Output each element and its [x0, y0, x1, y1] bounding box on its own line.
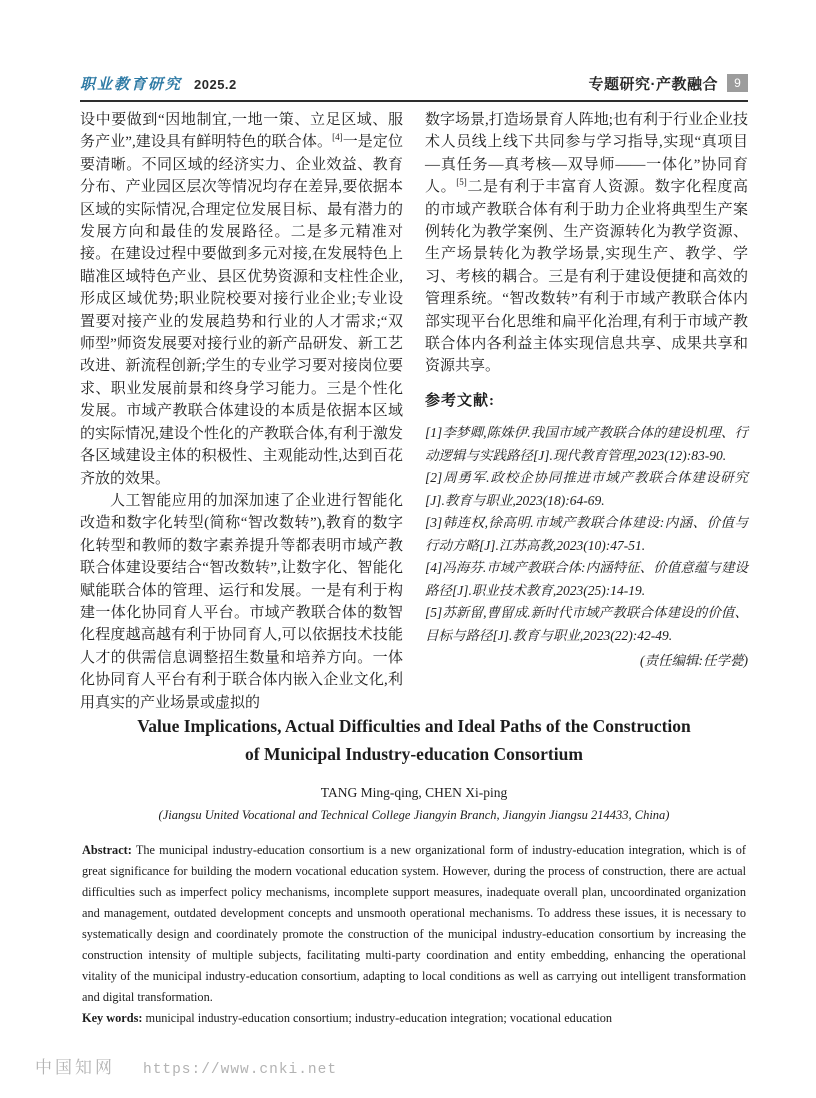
- paragraph-text: 二是有利于丰富育人资源。数字化程度高的市域产教联合体有利于助力企业将典型生产案例转化为教学案例、生产资源转化为教学资源、生产场景转化为教学场景,实现生产、教学、学习、考核的耦合。三是有利于建设便捷和高效的管理系统。“智改数转”有利于市域产教联合体内部实现平台化思维和扁平化治理,有利于市域产教联合体内各利益主体实现信息共享、成果共享和资源共享。: [425, 179, 748, 375]
- header-right: [589, 73, 749, 94]
- english-title-line2: of Municipal Industry-education Consortium: [245, 744, 583, 764]
- header-left: [80, 73, 237, 94]
- page-header: [80, 70, 748, 96]
- paragraph-continuation: [425, 109, 748, 378]
- abstract: [82, 840, 746, 1008]
- cnki-watermark: [35, 1053, 337, 1078]
- cnki-site-name: 中国知网: [35, 1058, 115, 1077]
- paragraph-text: 数字场景,打造场景育人阵地;也有利于行业企业技术人员线上线下共同参与学习指导,实现“真项目—真任务—真考核—双导师——一体化”协同育人。: [425, 112, 748, 196]
- affiliation: (Jiangsu United Vocational and Technical College Jiangyin Branch, Jiangyin Jiangsu 214433, China): [158, 808, 670, 822]
- keywords: [82, 1008, 746, 1029]
- paragraph-text: 一是定位要清晰。不同区域的经济实力、企业效益、教育分布、产业园区层次等情况均存在差异,要依据本区域的实际情况,合理定位发展目标、最有潜力的发展方向和最佳的发展路径。二是多元精准对接。在建设过程中要做到多元对接,在发展特色上瞄准区域特色产业、县区优势资源和支柱性企业,形成区域优势;职业院校要对接行业企业;专业设置要对接产业的发展趋势和行业的人才需求;“双师型”师资发展要对接行业的新产品研发、新工艺改进、新流程创新;学生的专业学习要对接岗位要求、职业发展前景和终身学习能力。三是个性化发展。市域产教联合体建设的本质是依据本区域的实际情况,建设个性化的产教联合体,有利于激发各区域建设主体的积极性、主观能动性,达到百花齐放的效果。: [80, 134, 403, 487]
- authors: TANG Ming-qing, CHEN Xi-ping: [320, 785, 508, 800]
- paragraph: 人工智能应用的加深加速了企业进行智能化改造和数字化转型(简称“智改数转”),教育的数字化转型和教师的数字素养提升等都表明市域产教联合体建设要结合“智改数转”,让数字化、智能化赋能联合体的管理、运行和发展。一是有利于构建一体化协同育人平台。市域产教联合体的数智化程度越高越有利于协同育人,可以依据技术技能人才的供需信息调整招生数量和培养方向。一体化协同育人平台有利于联合体内嵌入企业文化,利用真实的产业场景或虚拟的: [80, 492, 403, 711]
- keywords-text: municipal industry-education consortium; industry-education integration; vocational education: [145, 1011, 613, 1025]
- english-title: [82, 712, 746, 768]
- article-body: [80, 109, 748, 714]
- abstract-text: The municipal industry-education consortium is a new organizational form of industry-education integration, which is of great significance for building the modern vocational education system. However, during the process of construction, there are actual difficulties such as imperfect policy mechanisms, incomplete support measures, inadequate overall plan, uncoordinated organization and management, outdated development concepts and unsmooth operational mechanisms. To address these issues, it is necessary to systematically design and coordinately promote the construction of the municipal industry-education consortium by increasing the construction intensity of multiple subjects, facilitating multi-party coordination and entity embedding, enhancing the operational vitality of the municipal industry-education consortium, adapting to local conditions as well as carrying out intelligent transformation and digital transformation.: [82, 843, 746, 1004]
- reference-item: [2]周勇军.政校企协同推进市域产教联合体建设研究[J].教育与职业,2023(18):64-69.: [425, 470, 748, 508]
- keywords-label: Key words:: [82, 1011, 143, 1025]
- editor-note: (责任编辑:任学甍): [640, 653, 748, 669]
- right-column: [425, 109, 748, 714]
- citation-marker-4: [4]: [332, 132, 343, 143]
- english-title-line1: Value Implications, Actual Difficulties and Ideal Paths of the Construction: [137, 716, 691, 736]
- reference-item: [5]苏新留,曹留成.新时代市域产教联合体建设的价值、目标与路径[J].教育与职业,2023(22):42-49.: [425, 605, 748, 643]
- left-column: [80, 109, 403, 714]
- english-abstract-section: [82, 712, 746, 1029]
- cnki-url: https://www.cnki.net: [143, 1062, 338, 1078]
- citation-marker-5: [5]: [456, 177, 467, 188]
- references-heading: 参考文献:: [425, 392, 495, 409]
- paragraph-continuation: [80, 109, 403, 490]
- reference-item: [3]韩连权,徐高明.市域产教联合体建设:内涵、价值与行动方略[J].江苏高教,2023(10):47-51.: [425, 515, 748, 553]
- reference-item: [1]李梦卿,陈姝伊.我国市域产教联合体的建设机理、行动逻辑与实践路径[J].现代教育管理,2023(12):83-90.: [425, 425, 748, 463]
- paragraph-text: 设中要做到“因地制宜,一地一策、立足区域、服务产业”,建设具有鲜明特色的联合体。: [80, 112, 403, 151]
- page-number-badge: 9: [727, 74, 748, 92]
- reference-item: [4]冯海芬.市域产教联合体:内涵特征、价值意蕴与建设路径[J].职业技术教育,2023(25):14-19.: [425, 560, 748, 598]
- journal-issue: 2025.2: [194, 76, 237, 92]
- journal-name: 职业教育研究: [80, 76, 183, 93]
- header-rule: [80, 100, 748, 102]
- abstract-label: Abstract:: [82, 843, 132, 857]
- references-list: [425, 422, 748, 647]
- section-title: 专题研究·产教融合: [588, 75, 718, 93]
